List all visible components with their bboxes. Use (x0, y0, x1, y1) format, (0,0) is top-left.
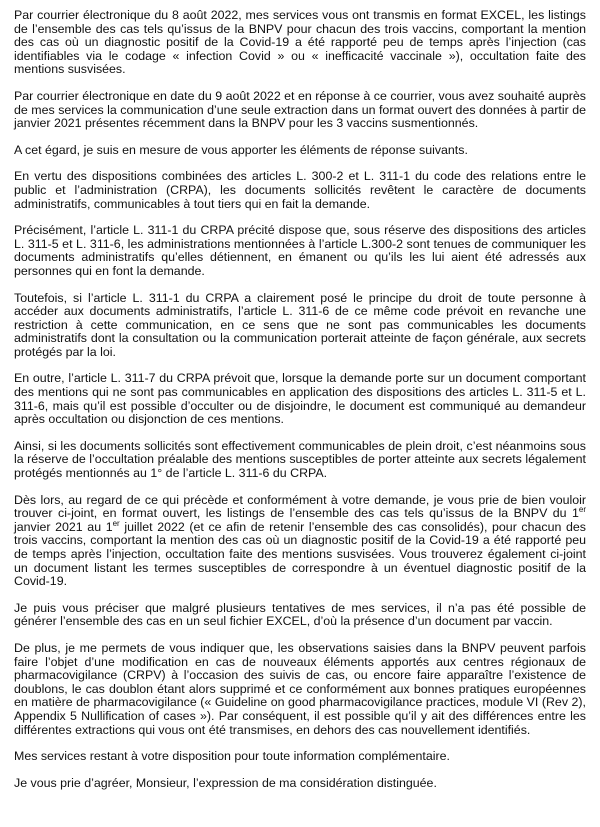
paragraph-occultation-reserve: Ainsi, si les documents sollicités sont effectivement communicables de plein droit, c’est néanmoins sous la réserve de l’occultation préalable des mentions susceptibles de porter atteinte aux secrets légalement protégés mentionnés au 1° de l’article L. 311-6 du CRPA. (14, 438, 586, 481)
ordinal-superscript: er (578, 505, 586, 515)
paragraph-article-311-1: Précisément, l’article L. 311-1 du CRPA précité dispose que, sous réserve des dispositions des articles L. 311-5 et L. 311-6, les administrations mentionnées à l’article L.300-2 sont tenues de communiquer les documents administratifs qu’elles détiennent, en émanent ou qu’ils les lui aient été adressés aux personnes qui en font la demande. (14, 223, 586, 278)
listings-text-part-3: juillet 2022 (et ce afin de retenir l’ensemble des cas consolidés), pour chacun des trois vaccins, comportant la mention des cas où un diagnostic positif de la Covid-19 a été rapporté peu de temps après l’injection, occultation faite des mentions susvisées. Vous trouverez également ci-joint un document listant les termes susceptibles de correspondre à un éventuel diagnostic positif de la Covid-19. (14, 519, 586, 589)
ordinal-superscript: er (112, 518, 120, 528)
paragraph-article-311-6: Toutefois, si l’article L. 311-1 du CRPA a clairement posé le principe du droit de toute personne à accéder aux documents administratifs, l’article L. 311-6 de ce même code prévoit en revanche une restriction à cette communication, en ce sens que ne sont pas communicables les documents administratifs dont la consultation ou la communication porterait atteinte de façon générale, aux secrets protégés par la loi. (14, 290, 586, 359)
paragraph-closing-salutation: Je vous prie d’agréer, Monsieur, l’expression de ma considération distinguée. (14, 775, 437, 790)
listings-text-part-2: janvier 2021 au 1 (14, 519, 113, 534)
paragraph-observations-modification: De plus, je me permets de vous indiquer que, les observations saisies dans la BNPV peuvent parfois faire l’objet d’une modification en cas de nouveaux éléments apportés aux centres régionaux de pharmacovigilance (CRPV) à l’occasion des suivis de cas, ou encore faire apparaître l’existence de doublons, le cas doublon étant alors supprimé et ce conformément aux bonnes pratiques européennes en matière de pharmacovigilance (« Guideline on good pharmacovigilance practices, module VI (Rev 2), Appendix 5 Nullification of cases »). Par conséquent, il est possible qu’il y ait des différences entre les différentes extractions qui vous ont été transmises, en dehors des cas nouvellement identifiés. (14, 640, 586, 737)
paragraph-response-intro: A cet égard, je suis en mesure de vous apporter les éléments de réponse suivants. (14, 142, 468, 157)
paragraph-availability: Mes services restant à votre disposition pour toute information complémentaire. (14, 749, 450, 764)
paragraph-excel-limitation: Je puis vous préciser que malgré plusieurs tentatives de mes services, il n’a pas été possible de générer l’ensemble des cas en un seul fichier EXCEL, d’où la présence d’un document par vaccin. (14, 600, 586, 629)
paragraph-article-311-7: En outre, l’article L. 311-7 du CRPA prévoit que, lorsque la demande porte sur un document comportant des mentions qui ne sont pas communicables en application des dispositions des articles L. 311-5 et L. 311-6, mais qu’il est possible d’occulter ou de disjoindre, le document est communiqué au demandeur après occultation ou disjonction de ces mentions. (14, 371, 586, 427)
paragraph-legal-basis: En vertu des dispositions combinées des articles L. 300-2 et L. 311-1 du code des relations entre le public et l’administration (CRPA), les documents sollicités revêtent le caractère de documents administratifs, communicables à tout tiers qui en fait la demande. (14, 169, 586, 211)
paragraph-extraction-request: Par courrier électronique en date du 9 août 2022 et en réponse à ce courrier, vous avez souhaité auprès de mes services la communication d’une seule extraction dans un format ouvert des données à partir de janvier 2021 présentes récemment dans la BNPV pour les 3 vaccins susmentionnés. (14, 88, 586, 131)
letter-body (14, 9, 586, 803)
listings-text-part-1: Dès lors, au regard de ce qui précède et conformément à votre demande, je vous prie de bien vouloir trouver ci-joint, en format ouvert, les listings de l’ensemble des cas tels qu’issus de la BNPV du 1 (14, 492, 586, 521)
paragraph-attached-listings (14, 494, 586, 589)
paragraph-email-transmission: Par courrier électronique du 8 août 2022, mes services vous ont transmis en format EXCEL, les listings de l’ensemble des cas tels qu’issus de la BNPV pour chacun des trois vaccins, comportant la mention des cas où un diagnostic positif de la Covid-19 a été rapporté peu de temps après l’injection (cas identifiables via le codage « infection Covid » ou « inefficacité vaccinale »), occultation faite des mentions susvisées. (14, 8, 586, 77)
